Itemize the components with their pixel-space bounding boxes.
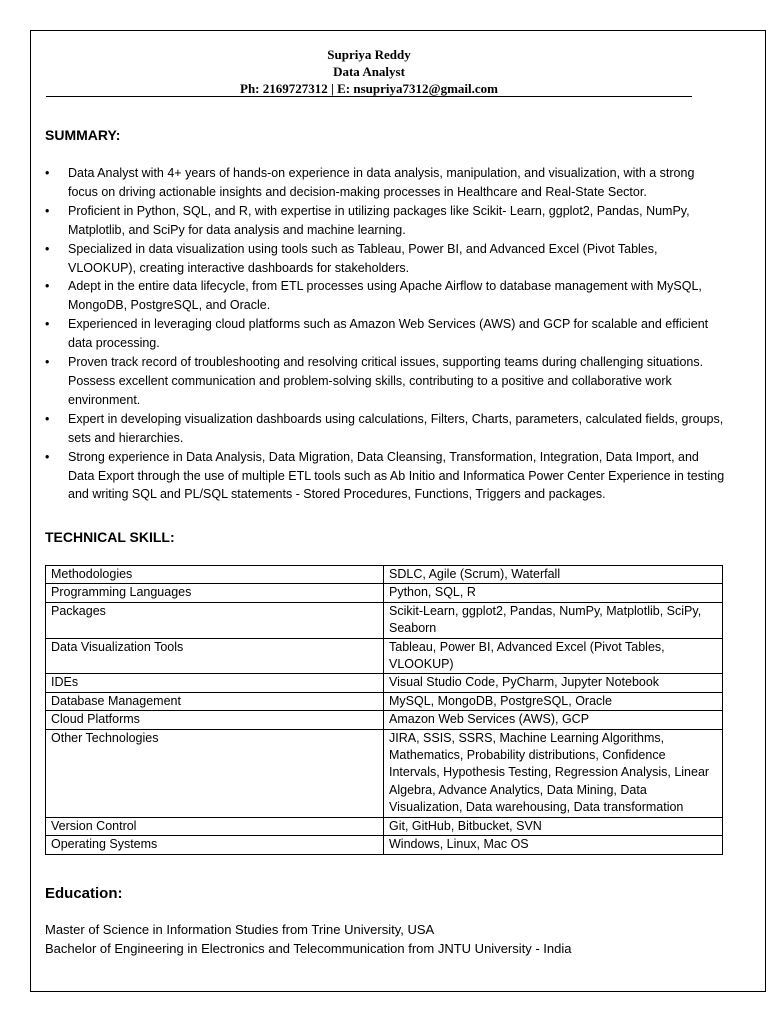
summary-item — [45, 353, 725, 410]
table-row — [46, 711, 723, 729]
skill-value: Scikit-Learn, ggplot2, Pandas, NumPy, Matplotlib, SciPy, Seaborn — [384, 602, 723, 638]
skill-category: Version Control — [46, 817, 384, 835]
summary-item — [45, 448, 725, 505]
summary-item — [45, 277, 725, 315]
summary-heading: SUMMARY: — [45, 127, 121, 143]
table-row — [46, 566, 723, 584]
education-heading: Education: — [45, 885, 123, 902]
summary-item-text: Proficient in Python, SQL, and R, with expertise in utilizing packages like Scikit- Learn, ggplot2, Pandas, NumPy, Matplotlib, and SciPy for data analysis and machine learning. — [68, 203, 690, 237]
skill-category: Programming Languages — [46, 584, 384, 602]
resume-page — [30, 30, 766, 992]
summary-item — [45, 202, 725, 240]
skill-category: IDEs — [46, 674, 384, 692]
table-row — [46, 836, 723, 854]
education-list — [45, 921, 572, 958]
summary-item — [45, 410, 725, 448]
table-row — [46, 584, 723, 602]
summary-item-text: Strong experience in Data Analysis, Data Migration, Data Cleansing, Transformation, Integration, Data Import, and Data Export through the use of multiple ETL tools such as Ab Initio and Informatica Power Center Experience in testing and writing SQL and PL/SQL statements - Stored Procedures, Functions, Triggers and packages. — [68, 449, 725, 502]
header-divider — [46, 96, 692, 97]
summary-item-text: Data Analyst with 4+ years of hands-on experience in data analysis, manipulation, and visualization, with a strong focus on driving actionable insights and decision-making processes in Healthcare and Real-State Sector. — [68, 166, 695, 199]
skill-category: Other Technologies — [46, 729, 384, 817]
table-row — [46, 817, 723, 835]
education-item: Bachelor of Engineering in Electronics and Telecommunication from JNTU University - India — [45, 940, 572, 956]
skill-category: Packages — [46, 602, 384, 638]
bullet-icon: • — [45, 166, 50, 180]
bullet-icon: • — [45, 279, 50, 294]
skill-value: SDLC, Agile (Scrum), Waterfall — [384, 566, 723, 584]
skill-category: Operating Systems — [46, 836, 384, 854]
summary-item-text: Adept in the entire data lifecycle, from ETL processes using Apache Airflow to database management with MySQL, MongoDB, PostgreSQL, and Oracle. — [68, 279, 702, 313]
table-row — [46, 674, 723, 692]
skill-value: Python, SQL, R — [384, 584, 723, 602]
technical-skill-heading: TECHNICAL SKILL: — [45, 529, 175, 545]
bullet-icon: • — [45, 355, 50, 370]
bullet-icon: • — [45, 449, 50, 464]
summary-item-text: Specialized in data visualization using tools such as Tableau, Power BI, and Advanced Excel (Pivot Tables, VLOOKUP), creating interactive dashboards for stakeholders. — [68, 241, 658, 275]
resume-header — [46, 46, 692, 97]
summary-item — [45, 315, 725, 353]
bullet-icon: • — [45, 241, 50, 256]
skill-value: Amazon Web Services (AWS), GCP — [384, 711, 723, 729]
table-row — [46, 729, 723, 817]
summary-item-text: Proven track record of troubleshooting and resolving critical issues, supporting teams during challenging situations. Possess excellent communication and problem-solving skills, contributing to a positive and collaborative work environment. — [68, 355, 704, 407]
skill-value: Tableau, Power BI, Advanced Excel (Pivot Tables, VLOOKUP) — [384, 638, 723, 674]
summary-item-text: Expert in developing visualization dashboards using calculations, Filters, Charts, parameters, calculated fields, groups, sets and hierarchies. — [68, 411, 724, 445]
skill-value: Windows, Linux, Mac OS — [384, 836, 723, 854]
summary-item-text: Experienced in leveraging cloud platforms such as Amazon Web Services (AWS) and GCP for scalable and efficient data processing. — [68, 317, 709, 351]
bullet-icon: • — [45, 203, 50, 218]
skill-category: Methodologies — [46, 566, 384, 584]
summary-item — [45, 240, 725, 278]
skill-value: Visual Studio Code, PyCharm, Jupyter Notebook — [384, 674, 723, 692]
table-row — [46, 602, 723, 638]
table-row — [46, 638, 723, 674]
skill-value: JIRA, SSIS, SSRS, Machine Learning Algorithms, Mathematics, Probability distributions, Confidence Intervals, Hypothesis Testing, Regression Analysis, Linear Algebra, Advance Analytics, Data Mining, Data Visualization, Data warehousing, Data transformation — [384, 729, 723, 817]
education-item: Master of Science in Information Studies from Trine University, USA — [45, 922, 435, 937]
skill-value: MySQL, MongoDB, PostgreSQL, Oracle — [384, 692, 723, 710]
skill-category: Database Management — [46, 692, 384, 710]
skill-category: Data Visualization Tools — [46, 638, 384, 674]
table-row — [46, 692, 723, 710]
candidate-name: Supriya Reddy — [327, 47, 411, 62]
candidate-title: Data Analyst — [333, 64, 405, 79]
contact-line: Ph: 2169727312 | E: nsupriya7312@gmail.com — [240, 81, 498, 96]
summary-item — [45, 164, 725, 202]
technical-skills-table — [45, 565, 723, 855]
bullet-icon: • — [45, 411, 50, 426]
skill-category: Cloud Platforms — [46, 711, 384, 729]
skill-value: Git, GitHub, Bitbucket, SVN — [384, 817, 723, 835]
bullet-icon: • — [45, 317, 50, 332]
summary-list — [45, 164, 725, 504]
